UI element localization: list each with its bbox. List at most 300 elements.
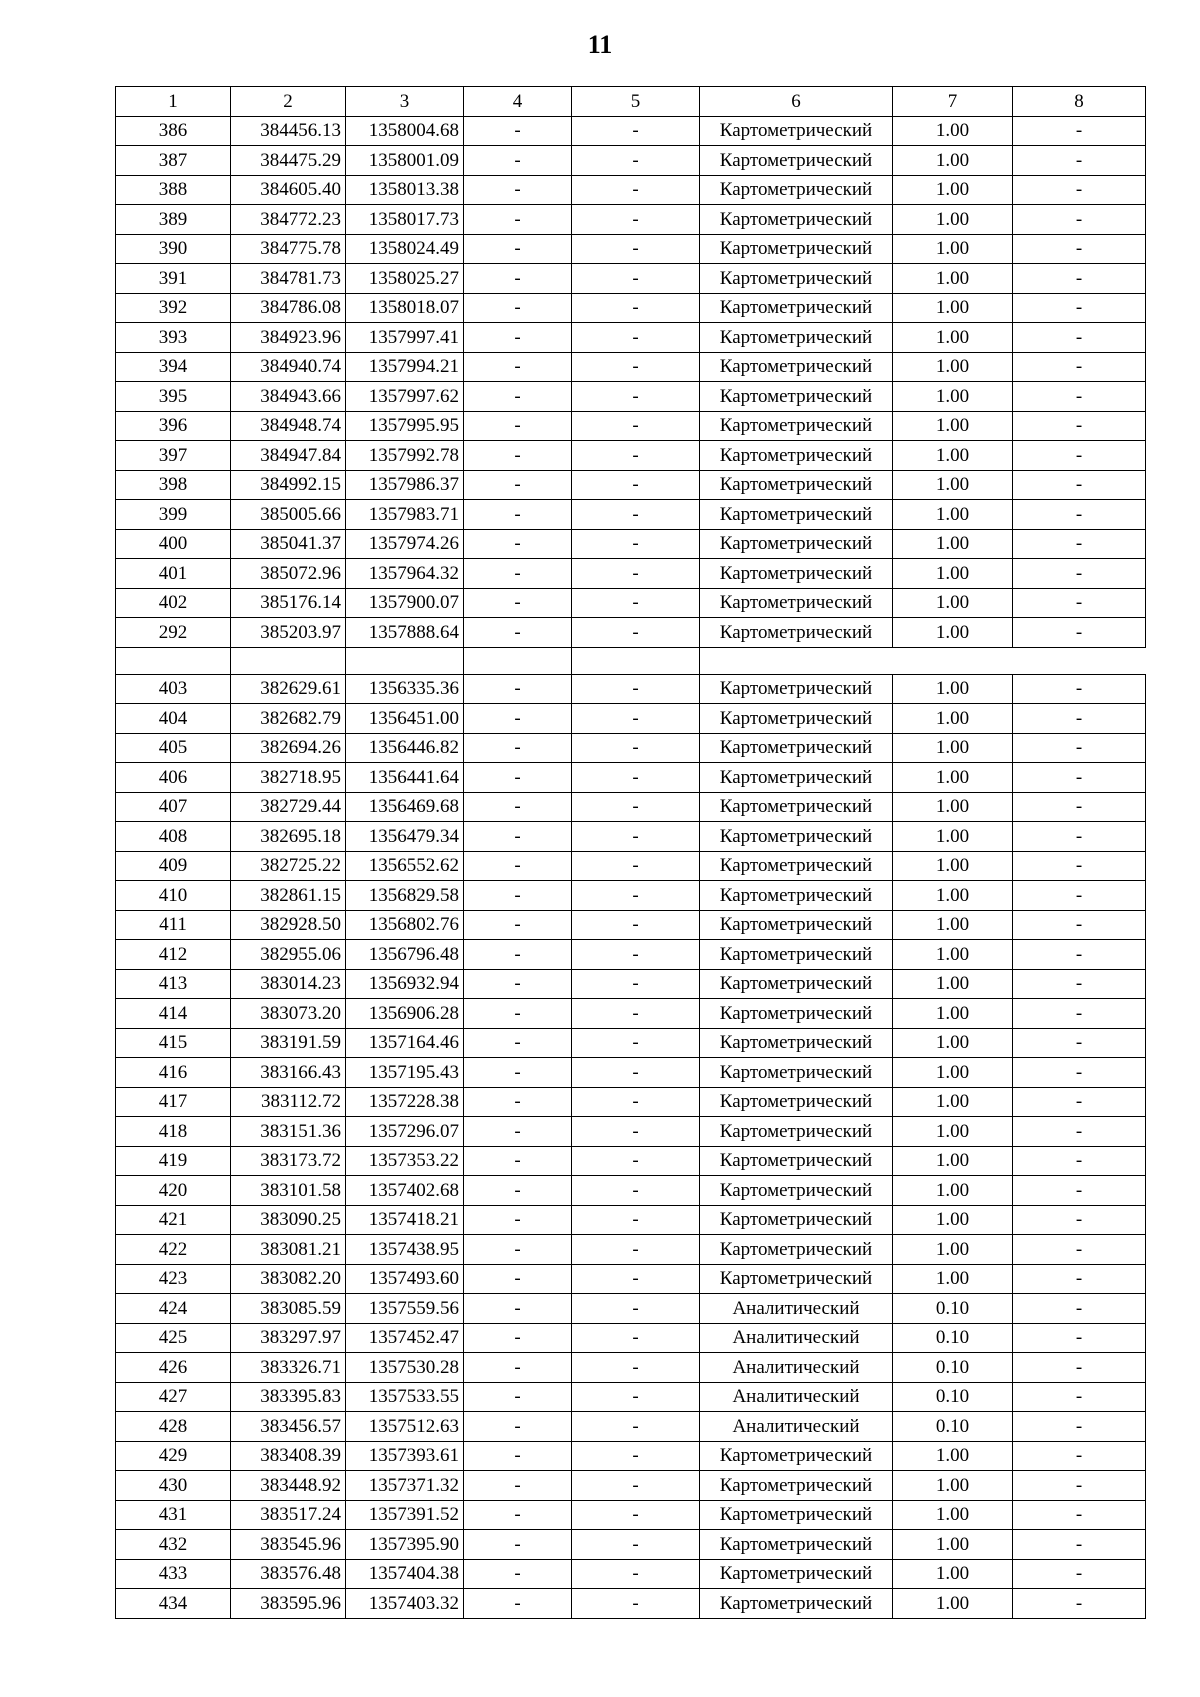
table-cell: 382694.26 — [231, 733, 346, 763]
table-cell: 383090.25 — [231, 1205, 346, 1235]
table-cell: 404 — [116, 704, 231, 734]
table-cell: - — [1013, 881, 1146, 911]
table-cell: - — [464, 999, 572, 1029]
table-cell: 1357402.68 — [346, 1176, 464, 1206]
table-row — [116, 1530, 1146, 1560]
table-cell: 1.00 — [893, 234, 1013, 264]
table-cell: 384475.29 — [231, 146, 346, 176]
table-cell: 399 — [116, 500, 231, 530]
table-cell: 1357992.78 — [346, 441, 464, 471]
table-cell: - — [1013, 674, 1146, 704]
table-cell: Картометрический — [700, 1028, 893, 1058]
table-cell: 433 — [116, 1559, 231, 1589]
table-cell: 394 — [116, 352, 231, 382]
table-cell: 1.00 — [893, 1087, 1013, 1117]
table-cell: - — [1013, 1471, 1146, 1501]
table-cell: - — [572, 500, 700, 530]
table-cell: 1357391.52 — [346, 1500, 464, 1530]
table-cell: 1.00 — [893, 1530, 1013, 1560]
table-cell: 403 — [116, 674, 231, 704]
table-cell: 385203.97 — [231, 618, 346, 648]
table-cell: Картометрический — [700, 588, 893, 618]
table-cell: - — [1013, 1176, 1146, 1206]
table-row — [116, 1146, 1146, 1176]
table-cell: 1356932.94 — [346, 969, 464, 999]
table-cell: Картометрический — [700, 470, 893, 500]
table-row — [116, 969, 1146, 999]
column-header: 6 — [700, 87, 893, 117]
table-cell: 1.00 — [893, 851, 1013, 881]
table-cell: Картометрический — [700, 822, 893, 852]
column-header: 7 — [893, 87, 1013, 117]
table-cell: 1.00 — [893, 940, 1013, 970]
table-cell: 1357164.46 — [346, 1028, 464, 1058]
table-cell: 382928.50 — [231, 910, 346, 940]
table-cell: Картометрический — [700, 411, 893, 441]
table-cell: 384940.74 — [231, 352, 346, 382]
table-row — [116, 999, 1146, 1029]
column-header: 3 — [346, 87, 464, 117]
table-cell: - — [464, 1500, 572, 1530]
table-cell: 1.00 — [893, 999, 1013, 1029]
table-cell: 1.00 — [893, 411, 1013, 441]
table-cell: - — [1013, 999, 1146, 1029]
table-cell: 400 — [116, 529, 231, 559]
table-cell: Картометрический — [700, 763, 893, 793]
table-cell: 383408.39 — [231, 1441, 346, 1471]
table-row — [116, 1500, 1146, 1530]
table-cell: - — [1013, 969, 1146, 999]
table-row — [116, 733, 1146, 763]
table-cell: 415 — [116, 1028, 231, 1058]
table-cell: - — [572, 1471, 700, 1501]
table-cell: 1356446.82 — [346, 733, 464, 763]
table-cell: Аналитический — [700, 1294, 893, 1324]
table-cell: 1.00 — [893, 500, 1013, 530]
table-cell: - — [464, 411, 572, 441]
table-cell: 383085.59 — [231, 1294, 346, 1324]
table-cell: 1.00 — [893, 116, 1013, 146]
table-cell: Картометрический — [700, 881, 893, 911]
table-cell: 1.00 — [893, 1559, 1013, 1589]
table-cell: Картометрический — [700, 940, 893, 970]
table-cell: 1357195.43 — [346, 1058, 464, 1088]
table-cell: 420 — [116, 1176, 231, 1206]
table-cell: - — [572, 763, 700, 793]
table-cell: 1357964.32 — [346, 559, 464, 589]
table-cell: 1356829.58 — [346, 881, 464, 911]
table-cell: 1356451.00 — [346, 704, 464, 734]
table-cell: - — [464, 1028, 572, 1058]
table-cell: Картометрический — [700, 352, 893, 382]
table-cell: - — [1013, 293, 1146, 323]
table-row — [116, 1058, 1146, 1088]
table-cell: - — [572, 1087, 700, 1117]
table-cell: - — [572, 1058, 700, 1088]
table-cell: - — [1013, 1117, 1146, 1147]
table-cell: 1.00 — [893, 1589, 1013, 1619]
table-cell: - — [464, 352, 572, 382]
table-row — [116, 618, 1146, 648]
table-cell: - — [1013, 733, 1146, 763]
table-cell: - — [464, 293, 572, 323]
table-cell: 1357997.41 — [346, 323, 464, 353]
table-cell: 1356441.64 — [346, 763, 464, 793]
table-row — [116, 851, 1146, 881]
table-cell: 382718.95 — [231, 763, 346, 793]
table-cell: - — [464, 175, 572, 205]
table-cell: 1.00 — [893, 1471, 1013, 1501]
table-cell: 385072.96 — [231, 559, 346, 589]
table-cell: - — [572, 733, 700, 763]
empty-cell — [572, 647, 700, 674]
table-cell: - — [572, 1441, 700, 1471]
table-cell: - — [572, 1264, 700, 1294]
table-cell: Картометрический — [700, 500, 893, 530]
table-cell: Картометрический — [700, 559, 893, 589]
table-cell: - — [1013, 1205, 1146, 1235]
table-row — [116, 1294, 1146, 1324]
table-cell: 385005.66 — [231, 500, 346, 530]
table-cell: 423 — [116, 1264, 231, 1294]
table-cell: Картометрический — [700, 704, 893, 734]
table-cell: 431 — [116, 1500, 231, 1530]
empty-cell — [231, 647, 346, 674]
table-cell: 401 — [116, 559, 231, 589]
table-cell: 424 — [116, 1294, 231, 1324]
table-cell: - — [1013, 1530, 1146, 1560]
table-cell: 1.00 — [893, 822, 1013, 852]
table-cell: - — [464, 969, 572, 999]
table-cell: 1358018.07 — [346, 293, 464, 323]
table-cell: 1.00 — [893, 293, 1013, 323]
table-cell: 1.00 — [893, 763, 1013, 793]
table-cell: 1.00 — [893, 323, 1013, 353]
table-cell: 383173.72 — [231, 1146, 346, 1176]
table-cell: Картометрический — [700, 264, 893, 294]
table-cell: 395 — [116, 382, 231, 412]
table-cell: Картометрический — [700, 1146, 893, 1176]
coordinates-table — [115, 86, 1146, 1619]
table-cell: 1.00 — [893, 1146, 1013, 1176]
table-cell: 411 — [116, 910, 231, 940]
table-cell: 412 — [116, 940, 231, 970]
table-cell: - — [464, 1589, 572, 1619]
table-cell: Картометрический — [700, 792, 893, 822]
table-cell: 1356552.62 — [346, 851, 464, 881]
table-cell: Картометрический — [700, 1530, 893, 1560]
table-cell: 1.00 — [893, 704, 1013, 734]
table-cell: 402 — [116, 588, 231, 618]
table-cell: 386 — [116, 116, 231, 146]
table-cell: 1357900.07 — [346, 588, 464, 618]
table-cell: - — [572, 1589, 700, 1619]
table-cell: - — [464, 1471, 572, 1501]
table-cell: - — [572, 470, 700, 500]
table-cell: - — [1013, 441, 1146, 471]
table-cell: 417 — [116, 1087, 231, 1117]
table-cell: 418 — [116, 1117, 231, 1147]
table-cell: 427 — [116, 1382, 231, 1412]
table-cell: Картометрический — [700, 1176, 893, 1206]
table-cell: 388 — [116, 175, 231, 205]
table-cell: - — [464, 205, 572, 235]
table-cell: 409 — [116, 851, 231, 881]
table-cell: 0.10 — [893, 1353, 1013, 1383]
table-cell: - — [1013, 1559, 1146, 1589]
table-cell: 422 — [116, 1235, 231, 1265]
table-row — [116, 1471, 1146, 1501]
table-cell: - — [1013, 1382, 1146, 1412]
table-cell: 1357228.38 — [346, 1087, 464, 1117]
table-cell: - — [572, 704, 700, 734]
table-cell: - — [464, 792, 572, 822]
table-cell: 1.00 — [893, 588, 1013, 618]
table-row — [116, 1205, 1146, 1235]
table-cell: 1.00 — [893, 1117, 1013, 1147]
table-cell: 428 — [116, 1412, 231, 1442]
table-row — [116, 264, 1146, 294]
table-cell: 1358013.38 — [346, 175, 464, 205]
table-cell: 0.10 — [893, 1323, 1013, 1353]
table-cell: 1356906.28 — [346, 999, 464, 1029]
table-cell: 383101.58 — [231, 1176, 346, 1206]
table-cell: 384948.74 — [231, 411, 346, 441]
table-cell: - — [464, 1323, 572, 1353]
table-cell: 382695.18 — [231, 822, 346, 852]
table-cell: - — [464, 146, 572, 176]
table-cell: 1357512.63 — [346, 1412, 464, 1442]
table-cell: 413 — [116, 969, 231, 999]
table-row — [116, 881, 1146, 911]
table-cell: - — [572, 559, 700, 589]
table-cell: - — [1013, 1028, 1146, 1058]
table-row — [116, 1264, 1146, 1294]
table-cell: 383517.24 — [231, 1500, 346, 1530]
table-cell: - — [1013, 763, 1146, 793]
table-cell: 1357418.21 — [346, 1205, 464, 1235]
table-cell: 1357888.64 — [346, 618, 464, 648]
table-cell: - — [572, 529, 700, 559]
table-cell: 434 — [116, 1589, 231, 1619]
table-cell: - — [1013, 1500, 1146, 1530]
table-cell: 382725.22 — [231, 851, 346, 881]
table-cell: 1.00 — [893, 382, 1013, 412]
table-cell: - — [464, 1382, 572, 1412]
table-cell: 1357296.07 — [346, 1117, 464, 1147]
table-cell: 1357994.21 — [346, 352, 464, 382]
table-cell: - — [572, 1117, 700, 1147]
table-cell: - — [572, 1146, 700, 1176]
table-cell: 1357533.55 — [346, 1382, 464, 1412]
table-cell: - — [572, 1205, 700, 1235]
table-cell: - — [572, 618, 700, 648]
table-cell: - — [1013, 470, 1146, 500]
table-cell: 384943.66 — [231, 382, 346, 412]
table-cell: 1.00 — [893, 1176, 1013, 1206]
table-cell: Картометрический — [700, 969, 893, 999]
table-cell: - — [464, 116, 572, 146]
table-cell: - — [572, 588, 700, 618]
table-cell: 383595.96 — [231, 1589, 346, 1619]
table-cell: 391 — [116, 264, 231, 294]
table-cell: 1.00 — [893, 881, 1013, 911]
table-cell: - — [464, 1058, 572, 1088]
table-cell: - — [1013, 1235, 1146, 1265]
table-cell: - — [464, 674, 572, 704]
table-cell: - — [572, 1323, 700, 1353]
table-row — [116, 792, 1146, 822]
table-cell: - — [572, 1353, 700, 1383]
table-cell: 383166.43 — [231, 1058, 346, 1088]
table-cell: Картометрический — [700, 205, 893, 235]
column-header: 8 — [1013, 87, 1146, 117]
table-cell: 1357353.22 — [346, 1146, 464, 1176]
table-cell: 1357395.90 — [346, 1530, 464, 1560]
table-cell: 1.00 — [893, 175, 1013, 205]
table-cell: Картометрический — [700, 382, 893, 412]
table-cell: Аналитический — [700, 1323, 893, 1353]
table-row — [116, 1441, 1146, 1471]
table-cell: Картометрический — [700, 618, 893, 648]
table-cell: 1.00 — [893, 969, 1013, 999]
table-cell: - — [1013, 704, 1146, 734]
table-cell: - — [1013, 1441, 1146, 1471]
table-cell: - — [572, 822, 700, 852]
table-cell: 1356479.34 — [346, 822, 464, 852]
table-cell: Аналитический — [700, 1353, 893, 1383]
table-cell: 382729.44 — [231, 792, 346, 822]
table-cell: 1357493.60 — [346, 1264, 464, 1294]
table-row — [116, 500, 1146, 530]
table-cell: Картометрический — [700, 441, 893, 471]
table-row — [116, 1176, 1146, 1206]
table-cell: 1.00 — [893, 1235, 1013, 1265]
table-cell: - — [464, 1176, 572, 1206]
table-row — [116, 441, 1146, 471]
table-cell: 1.00 — [893, 264, 1013, 294]
table-row — [116, 822, 1146, 852]
table-cell: 397 — [116, 441, 231, 471]
table-cell: 385176.14 — [231, 588, 346, 618]
table-cell: - — [572, 146, 700, 176]
table-cell: - — [1013, 175, 1146, 205]
empty-cell — [346, 647, 464, 674]
table-cell: Картометрический — [700, 674, 893, 704]
table-cell: 1.00 — [893, 529, 1013, 559]
table-cell: 383191.59 — [231, 1028, 346, 1058]
table-row — [116, 205, 1146, 235]
table-cell: - — [464, 1353, 572, 1383]
table-cell: 1.00 — [893, 1264, 1013, 1294]
table-cell: 432 — [116, 1530, 231, 1560]
table-cell: - — [464, 940, 572, 970]
column-header: 4 — [464, 87, 572, 117]
table-cell: - — [1013, 500, 1146, 530]
table-cell: 384772.23 — [231, 205, 346, 235]
column-header: 2 — [231, 87, 346, 117]
table-cell: 1357983.71 — [346, 500, 464, 530]
table-cell: - — [464, 470, 572, 500]
table-cell: 1.00 — [893, 352, 1013, 382]
table-cell: 1358001.09 — [346, 146, 464, 176]
table-cell: - — [1013, 1146, 1146, 1176]
table-cell: - — [572, 999, 700, 1029]
table-cell: - — [464, 323, 572, 353]
table-cell: - — [464, 382, 572, 412]
table-cell: 421 — [116, 1205, 231, 1235]
table-cell: - — [572, 881, 700, 911]
table-cell: - — [464, 264, 572, 294]
table-cell: Картометрический — [700, 999, 893, 1029]
table-cell: - — [464, 1412, 572, 1442]
table-cell: - — [464, 1205, 572, 1235]
table-cell: Картометрический — [700, 910, 893, 940]
table-cell: 384786.08 — [231, 293, 346, 323]
table-cell: Картометрический — [700, 293, 893, 323]
table-cell: 392 — [116, 293, 231, 323]
table-cell: 1.00 — [893, 1441, 1013, 1471]
table-row — [116, 293, 1146, 323]
table-cell: - — [1013, 529, 1146, 559]
table-cell: - — [572, 851, 700, 881]
table-row — [116, 1323, 1146, 1353]
table-cell: Картометрический — [700, 1441, 893, 1471]
table-cell: - — [1013, 1323, 1146, 1353]
table-cell: 0.10 — [893, 1382, 1013, 1412]
table-row — [116, 588, 1146, 618]
table-cell: 1.00 — [893, 146, 1013, 176]
table-cell: 382629.61 — [231, 674, 346, 704]
table-cell: 390 — [116, 234, 231, 264]
table-row — [116, 234, 1146, 264]
table-cell: 1356469.68 — [346, 792, 464, 822]
table-cell: - — [1013, 264, 1146, 294]
table-cell: 1.00 — [893, 1028, 1013, 1058]
table-cell: 1356802.76 — [346, 910, 464, 940]
table-cell: 384947.84 — [231, 441, 346, 471]
table-cell: - — [464, 851, 572, 881]
table-cell: 408 — [116, 822, 231, 852]
table-cell: - — [1013, 411, 1146, 441]
table-cell: 405 — [116, 733, 231, 763]
table-cell: 398 — [116, 470, 231, 500]
table-row — [116, 674, 1146, 704]
table-cell: - — [1013, 205, 1146, 235]
table-cell: 1356796.48 — [346, 940, 464, 970]
table-cell: - — [464, 1530, 572, 1560]
page-number: 11 — [587, 30, 613, 59]
table-cell: - — [572, 1176, 700, 1206]
table-row — [116, 1353, 1146, 1383]
table-cell: - — [464, 529, 572, 559]
table-cell: 382682.79 — [231, 704, 346, 734]
table-row — [116, 175, 1146, 205]
table-cell: 1357403.32 — [346, 1589, 464, 1619]
table-cell: 419 — [116, 1146, 231, 1176]
table-row — [116, 910, 1146, 940]
table-cell: 1.00 — [893, 1058, 1013, 1088]
table-row — [116, 1087, 1146, 1117]
table-row — [116, 352, 1146, 382]
table-cell: Картометрический — [700, 1264, 893, 1294]
table-cell: - — [1013, 792, 1146, 822]
table-cell: - — [572, 441, 700, 471]
table-cell: Картометрический — [700, 1205, 893, 1235]
table-cell: - — [572, 1530, 700, 1560]
table-cell: - — [464, 881, 572, 911]
table-cell: Картометрический — [700, 1235, 893, 1265]
